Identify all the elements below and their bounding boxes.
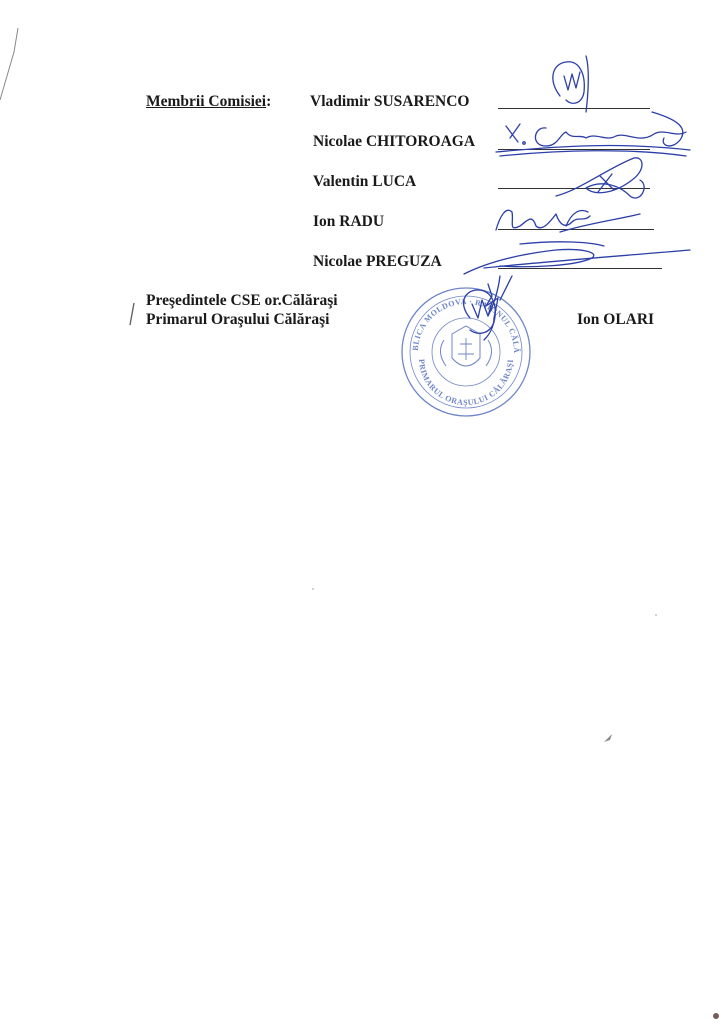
signature-luca [556,158,644,198]
official-seal-icon [402,288,530,416]
president-name: Ion OLARI [577,311,655,328]
member-name: Nicolae CHITOROAGA [313,133,476,150]
scan-specks [312,588,719,1019]
member-name: Ion RADU [313,213,385,230]
president-title-line1: Preşedintele CSE or.Călăraşi [146,292,338,309]
margin-mark [130,303,134,325]
svg-text:PRIMARUL ORAŞULUI CĂLĂRAŞI [417,359,515,407]
signature-line [498,268,662,269]
signature-olari [464,276,512,340]
seal-top-text: REPUBLICA MOLDOVA · RAIONUL CĂLĂRAŞI [410,296,522,354]
scan-edge-mark [0,28,18,100]
commission-heading: Membrii Comisiei [146,93,267,110]
signature-line [498,149,650,150]
president-title-line2: Primarul Oraşului Călăraşi [146,311,330,328]
member-name: Nicolae PREGUZA [313,253,442,270]
seal-bottom-text: PRIMARUL ORAŞULUI CĂLĂRAŞI [416,358,516,408]
member-name: Valentin LUCA [313,173,417,190]
signature-preguza [464,242,690,274]
member-name: Vladimir SUSARENCO [310,93,470,110]
signature-line [498,108,650,109]
commission-heading-colon: : [266,93,272,110]
signature-line [498,188,650,189]
svg-text:REPUBLICA MOLDOVA · RAIONUL CĂ [411,297,522,354]
signature-susarenco [553,56,588,112]
commission-heading-row [146,93,271,111]
signature-line [498,229,654,230]
